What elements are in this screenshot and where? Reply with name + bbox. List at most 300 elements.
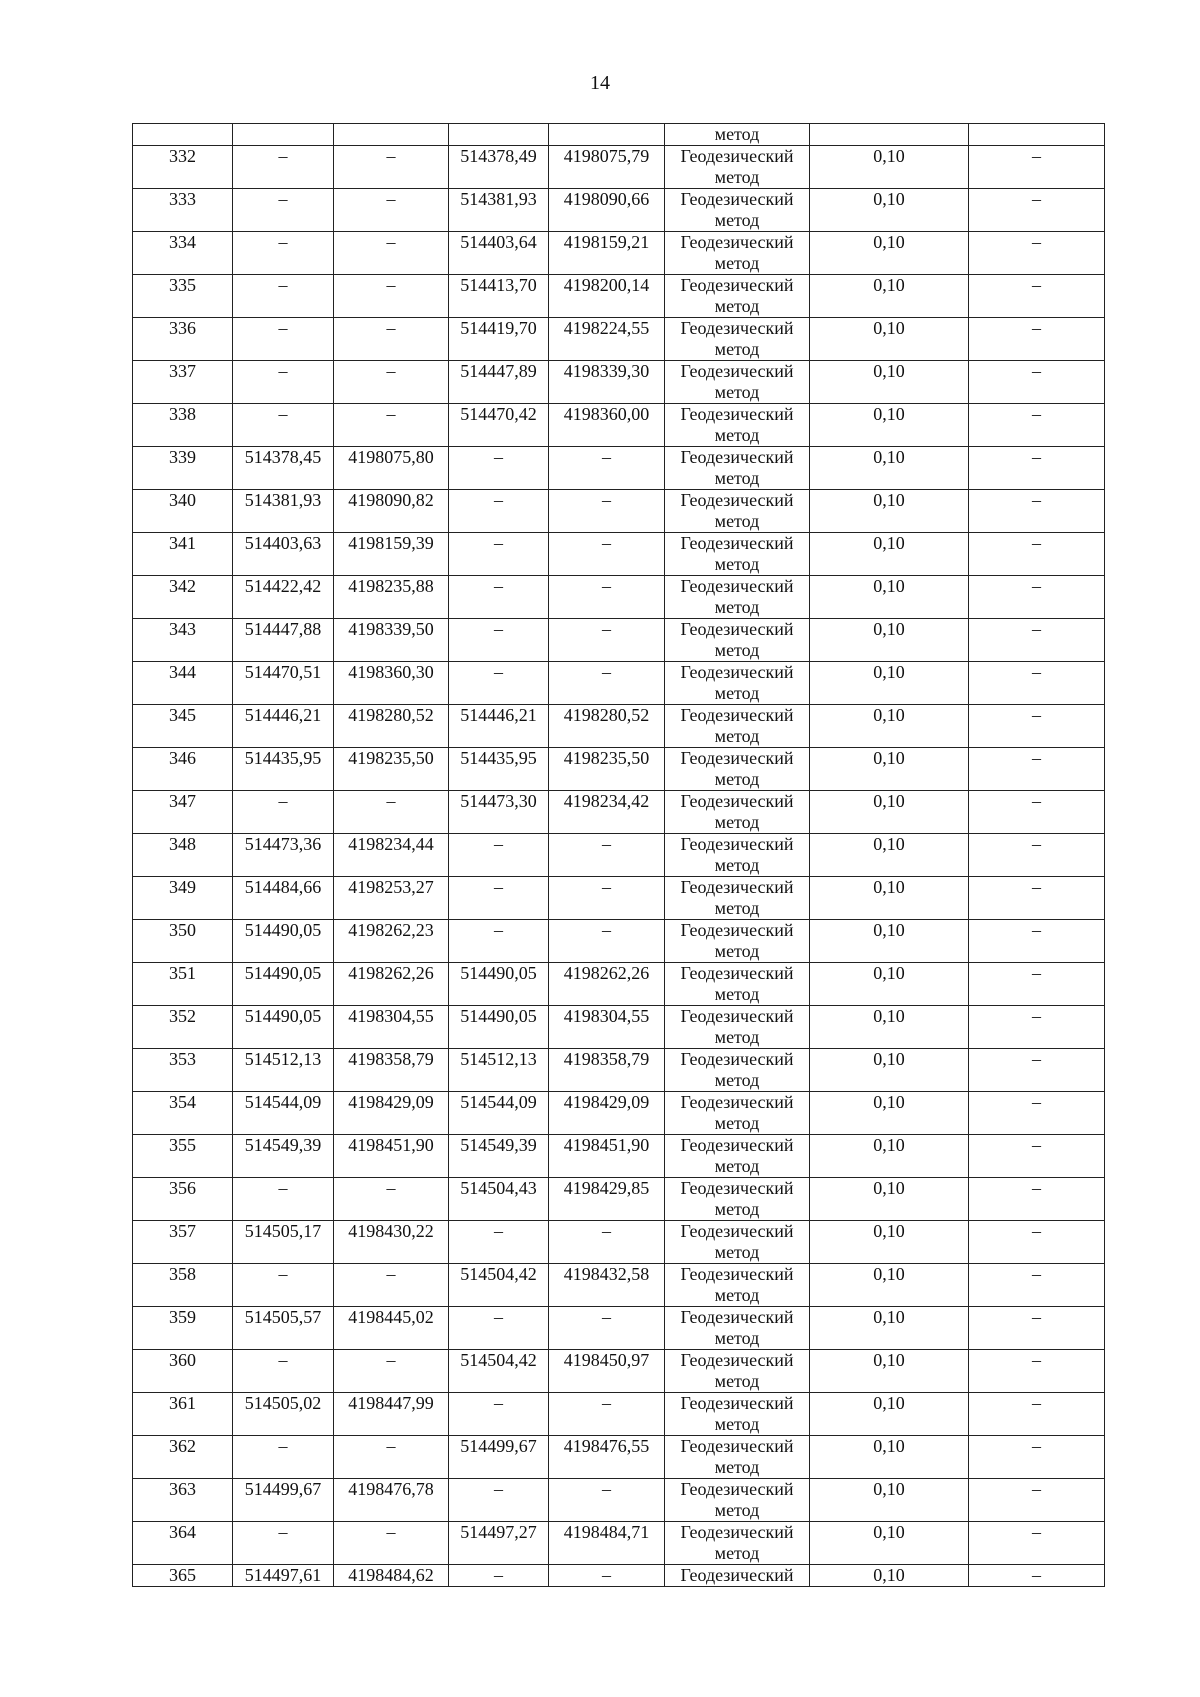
- cell-text: 4198159,21: [563, 232, 650, 252]
- cell-text: 514378,49: [460, 146, 537, 166]
- cell-text: –: [1032, 189, 1041, 209]
- table-cell: [133, 124, 233, 146]
- cell-text: 4198430,22: [348, 1221, 434, 1241]
- y-new-cell: [549, 1135, 665, 1178]
- cell-text: 514419,70: [460, 318, 537, 338]
- table-row: [133, 1178, 1105, 1221]
- cell-text: 514504,42: [460, 1350, 537, 1370]
- table-row: [133, 748, 1105, 791]
- cell-text: 4198262,26: [563, 963, 650, 983]
- accuracy-cell: [810, 1522, 969, 1565]
- y-new-cell: [549, 963, 665, 1006]
- cell-text: –: [1032, 619, 1041, 639]
- cell-text: 4198304,55: [348, 1006, 434, 1026]
- method-line-2: метод: [714, 425, 760, 445]
- cell-text: 338: [169, 404, 196, 424]
- method-line-1: Геодезический: [680, 1479, 794, 1499]
- cell-text: –: [1032, 576, 1041, 596]
- point-number-cell: [133, 791, 233, 834]
- cell-text: –: [602, 1221, 611, 1241]
- table-row: [133, 189, 1105, 232]
- y-existing-cell: [334, 1221, 449, 1264]
- table-row: [133, 447, 1105, 490]
- method-line-2: метод: [714, 1543, 760, 1563]
- method-line-1: Геодезический: [680, 189, 794, 209]
- description-cell: [969, 1436, 1105, 1479]
- y-new-cell: [549, 189, 665, 232]
- cell-text: 4198304,55: [563, 1006, 650, 1026]
- cell-text: –: [1032, 1264, 1041, 1284]
- cell-text: 4198451,90: [563, 1135, 650, 1155]
- cell-text: 0,10: [873, 834, 905, 854]
- method-line-2: метод: [714, 1500, 760, 1520]
- cell-text: 514504,42: [460, 1264, 537, 1284]
- cell-text: –: [1032, 877, 1041, 897]
- table-row: [133, 490, 1105, 533]
- cell-text: 514490,05: [244, 963, 322, 983]
- cell-text: 350: [169, 920, 196, 940]
- cell-text: 337: [169, 361, 196, 381]
- method-cell: [665, 1092, 810, 1135]
- method-line-1: Геодезический: [680, 318, 794, 338]
- cell-text: 4198429,09: [348, 1092, 434, 1112]
- y-new-cell: [549, 619, 665, 662]
- point-number-cell: [133, 447, 233, 490]
- y-new-cell: [549, 877, 665, 920]
- method-line-1: Геодезический: [680, 146, 794, 166]
- x-new-cell: [449, 1178, 549, 1221]
- method-line-1: Геодезический: [680, 275, 794, 295]
- method-line-1: Геодезический: [680, 1178, 794, 1198]
- cell-text: 336: [169, 318, 196, 338]
- cell-text: 514381,93: [460, 189, 537, 209]
- point-number-cell: [133, 1436, 233, 1479]
- method-line-2: метод: [714, 382, 760, 402]
- cell-text: 514403,63: [244, 533, 322, 553]
- method-line-1: Геодезический: [680, 705, 794, 725]
- accuracy-cell: [810, 1436, 969, 1479]
- cell-text: 0,10: [873, 490, 905, 510]
- x-existing-cell: [233, 1307, 334, 1350]
- method-line-2: метод: [714, 640, 760, 660]
- y-new-cell: [549, 1006, 665, 1049]
- coordinates-table: [132, 123, 1105, 1587]
- cell-text: –: [386, 275, 396, 295]
- description-cell: [969, 404, 1105, 447]
- x-new-cell: [449, 1264, 549, 1307]
- cell-text: 4198262,23: [348, 920, 434, 940]
- accuracy-cell: [810, 576, 969, 619]
- table-row: [133, 791, 1105, 834]
- point-number-cell: [133, 1049, 233, 1092]
- method-cell: [665, 232, 810, 275]
- x-new-cell: [449, 619, 549, 662]
- accuracy-cell: [810, 1135, 969, 1178]
- cell-text: 4198429,85: [563, 1178, 650, 1198]
- description-cell: [969, 146, 1105, 189]
- method-line-1: Геодезический: [680, 920, 794, 940]
- point-number-cell: [133, 1006, 233, 1049]
- description-cell: [969, 1049, 1105, 1092]
- x-new-cell: [449, 1049, 549, 1092]
- cell-text: 4198262,26: [348, 963, 434, 983]
- point-number-cell: [133, 1522, 233, 1565]
- x-existing-cell: [233, 490, 334, 533]
- method-line-2: метод: [714, 468, 760, 488]
- cell-text: –: [602, 533, 611, 553]
- x-new-cell: [449, 662, 549, 705]
- cell-text: 4198280,52: [348, 705, 434, 725]
- cell-text: –: [602, 490, 611, 510]
- cell-text: –: [386, 1522, 396, 1542]
- cell-text: –: [386, 232, 396, 252]
- cell-text: –: [1032, 963, 1041, 983]
- continuation-row: [133, 124, 1105, 146]
- cell-text: 340: [169, 490, 196, 510]
- cell-text: 0,10: [873, 619, 905, 639]
- cell-text: 4198447,99: [348, 1393, 434, 1413]
- y-existing-cell: [334, 490, 449, 533]
- y-existing-cell: [334, 1436, 449, 1479]
- table-body: [133, 124, 1105, 1587]
- accuracy-cell: [810, 146, 969, 189]
- y-new-cell: [549, 1049, 665, 1092]
- cell-text: 514544,09: [460, 1092, 537, 1112]
- cell-text: –: [386, 1436, 396, 1456]
- cell-text: 348: [169, 834, 196, 854]
- point-number-cell: [133, 533, 233, 576]
- method-line-1: Геодезический: [680, 1307, 794, 1327]
- x-existing-cell: [233, 1135, 334, 1178]
- accuracy-cell: [810, 318, 969, 361]
- x-new-cell: [449, 533, 549, 576]
- cell-text: 345: [169, 705, 196, 725]
- cell-text: 0,10: [873, 1522, 905, 1542]
- method-line-1: Геодезический: [680, 1006, 794, 1026]
- table-row: [133, 404, 1105, 447]
- cell-text: 4198339,50: [348, 619, 434, 639]
- accuracy-cell: [810, 963, 969, 1006]
- table-row: [133, 1049, 1105, 1092]
- table-row: [133, 275, 1105, 318]
- x-new-cell: [449, 1565, 549, 1587]
- y-new-cell: [549, 1092, 665, 1135]
- y-new-cell: [549, 146, 665, 189]
- cell-text: –: [386, 1350, 396, 1370]
- cell-text: 362: [169, 1436, 196, 1456]
- point-number-cell: [133, 963, 233, 1006]
- cell-text: 514447,89: [460, 361, 537, 381]
- x-new-cell: [449, 1221, 549, 1264]
- cell-text: 4198253,27: [348, 877, 434, 897]
- table-row: [133, 1221, 1105, 1264]
- method-cell: [665, 1479, 810, 1522]
- point-number-cell: [133, 146, 233, 189]
- method-cell: [665, 662, 810, 705]
- cell-text: 514497,61: [244, 1565, 322, 1585]
- y-new-cell: [549, 576, 665, 619]
- method-line-2: метод: [714, 941, 760, 961]
- accuracy-cell: [810, 189, 969, 232]
- cell-text: –: [494, 1565, 503, 1585]
- cell-text: –: [1032, 275, 1041, 295]
- cell-text: 335: [169, 275, 196, 295]
- point-number-cell: [133, 705, 233, 748]
- x-existing-cell: [233, 447, 334, 490]
- method-line-2: метод: [714, 1328, 760, 1348]
- description-cell: [969, 189, 1105, 232]
- cell-text: 0,10: [873, 1092, 905, 1112]
- description-cell: [969, 447, 1105, 490]
- cell-text: –: [1032, 1092, 1041, 1112]
- method-cell: [665, 124, 810, 146]
- x-existing-cell: [233, 146, 334, 189]
- y-new-cell: [549, 1565, 665, 1587]
- y-new-cell: [549, 232, 665, 275]
- accuracy-cell: [810, 1006, 969, 1049]
- table-row: [133, 576, 1105, 619]
- method-line-1: Геодезический: [680, 1393, 794, 1413]
- method-line-1: Геодезический: [680, 232, 794, 252]
- point-number-cell: [133, 576, 233, 619]
- cell-text: 0,10: [873, 1436, 905, 1456]
- method-line-1: Геодезический: [680, 619, 794, 639]
- x-existing-cell: [233, 963, 334, 1006]
- x-existing-cell: [233, 1436, 334, 1479]
- point-number-cell: [133, 1307, 233, 1350]
- table-row: [133, 1135, 1105, 1178]
- cell-text: –: [1032, 662, 1041, 682]
- x-existing-cell: [233, 189, 334, 232]
- x-existing-cell: [233, 1049, 334, 1092]
- x-new-cell: [449, 1092, 549, 1135]
- point-number-cell: [133, 1350, 233, 1393]
- point-number-cell: [133, 1178, 233, 1221]
- cell-text: 514490,05: [244, 920, 322, 940]
- cell-text: –: [1032, 1135, 1041, 1155]
- y-new-cell: [549, 490, 665, 533]
- y-new-cell: [549, 275, 665, 318]
- point-number-cell: [133, 1264, 233, 1307]
- point-number-cell: [133, 920, 233, 963]
- cell-text: –: [278, 1522, 288, 1542]
- cell-text: –: [1032, 318, 1041, 338]
- cell-text: –: [494, 1479, 503, 1499]
- table-row: [133, 146, 1105, 189]
- accuracy-cell: [810, 275, 969, 318]
- cell-text: –: [278, 1350, 288, 1370]
- method-tail: метод: [714, 124, 760, 144]
- cell-text: 351: [169, 963, 196, 983]
- y-new-cell: [549, 1350, 665, 1393]
- cell-text: 357: [169, 1221, 196, 1241]
- table-row: [133, 361, 1105, 404]
- description-cell: [969, 834, 1105, 877]
- cell-text: 4198476,55: [563, 1436, 650, 1456]
- x-new-cell: [449, 748, 549, 791]
- method-line-1: Геодезический: [680, 834, 794, 854]
- description-cell: [969, 533, 1105, 576]
- method-line-1: Геодезический: [680, 1092, 794, 1112]
- method-cell: [665, 1436, 810, 1479]
- y-existing-cell: [334, 1479, 449, 1522]
- method-line-1: Геодезический: [680, 963, 794, 983]
- y-existing-cell: [334, 619, 449, 662]
- method-line-1: Геодезический: [680, 1135, 794, 1155]
- method-line-1: Геодезический: [680, 748, 794, 768]
- x-existing-cell: [233, 619, 334, 662]
- y-new-cell: [549, 748, 665, 791]
- x-existing-cell: [233, 232, 334, 275]
- x-existing-cell: [233, 533, 334, 576]
- x-existing-cell: [233, 318, 334, 361]
- y-existing-cell: [334, 275, 449, 318]
- x-existing-cell: [233, 404, 334, 447]
- cell-text: 514499,67: [460, 1436, 537, 1456]
- cell-text: 333: [169, 189, 196, 209]
- y-new-cell: [549, 705, 665, 748]
- cell-text: –: [1032, 404, 1041, 424]
- accuracy-cell: [810, 1178, 969, 1221]
- y-new-cell: [549, 447, 665, 490]
- cell-text: –: [494, 662, 503, 682]
- accuracy-cell: [810, 1565, 969, 1587]
- method-line-1: Геодезический: [680, 1436, 794, 1456]
- y-existing-cell: [334, 748, 449, 791]
- cell-text: 363: [169, 1479, 196, 1499]
- cell-text: –: [494, 576, 503, 596]
- cell-text: 0,10: [873, 1178, 905, 1198]
- accuracy-cell: [810, 1264, 969, 1307]
- method-line-1: Геодезический: [680, 791, 794, 811]
- method-cell: [665, 361, 810, 404]
- cell-text: –: [278, 1178, 288, 1198]
- table-row: [133, 877, 1105, 920]
- cell-text: –: [602, 1565, 611, 1585]
- method-cell: [665, 1522, 810, 1565]
- y-existing-cell: [334, 1049, 449, 1092]
- cell-text: 514435,95: [460, 748, 537, 768]
- method-line-2: метод: [714, 984, 760, 1004]
- method-cell: [665, 1135, 810, 1178]
- method-line-2: метод: [714, 726, 760, 746]
- y-existing-cell: [334, 662, 449, 705]
- description-cell: [969, 1350, 1105, 1393]
- method-cell: [665, 447, 810, 490]
- point-number-cell: [133, 1135, 233, 1178]
- method-cell: [665, 877, 810, 920]
- y-existing-cell: [334, 232, 449, 275]
- cell-text: –: [602, 1307, 611, 1327]
- y-new-cell: [549, 1479, 665, 1522]
- method-cell: [665, 963, 810, 1006]
- cell-text: 0,10: [873, 318, 905, 338]
- x-new-cell: [449, 791, 549, 834]
- y-existing-cell: [334, 1092, 449, 1135]
- method-line-2: метод: [714, 1285, 760, 1305]
- y-existing-cell: [334, 1565, 449, 1587]
- cell-text: 342: [169, 576, 196, 596]
- point-number-cell: [133, 1221, 233, 1264]
- cell-text: –: [494, 920, 503, 940]
- method-line-2: метод: [714, 1371, 760, 1391]
- cell-text: –: [1032, 834, 1041, 854]
- y-new-cell: [549, 1393, 665, 1436]
- x-new-cell: [449, 877, 549, 920]
- x-existing-cell: [233, 1221, 334, 1264]
- accuracy-cell: [810, 1221, 969, 1264]
- cell-text: 514403,64: [460, 232, 537, 252]
- cell-text: –: [1032, 1393, 1041, 1413]
- point-number-cell: [133, 662, 233, 705]
- cell-text: –: [386, 189, 396, 209]
- table-row: [133, 834, 1105, 877]
- cell-text: 0,10: [873, 1006, 905, 1026]
- cell-text: –: [1032, 146, 1041, 166]
- description-cell: [969, 318, 1105, 361]
- method-line-2: метод: [714, 1242, 760, 1262]
- cell-text: 361: [169, 1393, 196, 1413]
- table-row: [133, 533, 1105, 576]
- cell-text: 0,10: [873, 1479, 905, 1499]
- cell-text: 4198075,80: [348, 447, 434, 467]
- y-existing-cell: [334, 1006, 449, 1049]
- point-number-cell: [133, 877, 233, 920]
- method-line-2: метод: [714, 554, 760, 574]
- cell-text: 4198280,52: [563, 705, 650, 725]
- x-existing-cell: [233, 662, 334, 705]
- cell-text: 514378,45: [244, 447, 322, 467]
- accuracy-cell: [810, 1479, 969, 1522]
- cell-text: –: [494, 619, 503, 639]
- x-new-cell: [449, 232, 549, 275]
- table-row: [133, 1006, 1105, 1049]
- point-number-cell: [133, 1565, 233, 1587]
- method-line-2: метод: [714, 898, 760, 918]
- y-new-cell: [549, 361, 665, 404]
- y-new-cell: [549, 920, 665, 963]
- method-line-2: метод: [714, 339, 760, 359]
- cell-text: 4198339,30: [563, 361, 650, 381]
- y-existing-cell: [334, 404, 449, 447]
- cell-text: 4198235,88: [348, 576, 434, 596]
- method-line-1: Геодезический: [680, 447, 794, 467]
- x-existing-cell: [233, 275, 334, 318]
- method-cell: [665, 1178, 810, 1221]
- cell-text: 514490,05: [460, 963, 537, 983]
- x-new-cell: [449, 361, 549, 404]
- accuracy-cell: [810, 1307, 969, 1350]
- description-cell: [969, 662, 1105, 705]
- accuracy-cell: [810, 1350, 969, 1393]
- x-existing-cell: [233, 1479, 334, 1522]
- table-row: [133, 619, 1105, 662]
- cell-text: 0,10: [873, 1565, 905, 1585]
- cell-text: 514544,09: [244, 1092, 322, 1112]
- cell-text: 4198484,62: [348, 1565, 434, 1585]
- y-existing-cell: [334, 1264, 449, 1307]
- cell-text: 353: [169, 1049, 196, 1069]
- x-new-cell: [449, 920, 549, 963]
- x-new-cell: [449, 490, 549, 533]
- x-existing-cell: [233, 1264, 334, 1307]
- cell-text: 0,10: [873, 361, 905, 381]
- x-existing-cell: [233, 834, 334, 877]
- cell-text: –: [1032, 1006, 1041, 1026]
- cell-text: 0,10: [873, 1264, 905, 1284]
- method-line-1: Геодезический: [680, 533, 794, 553]
- description-cell: [969, 576, 1105, 619]
